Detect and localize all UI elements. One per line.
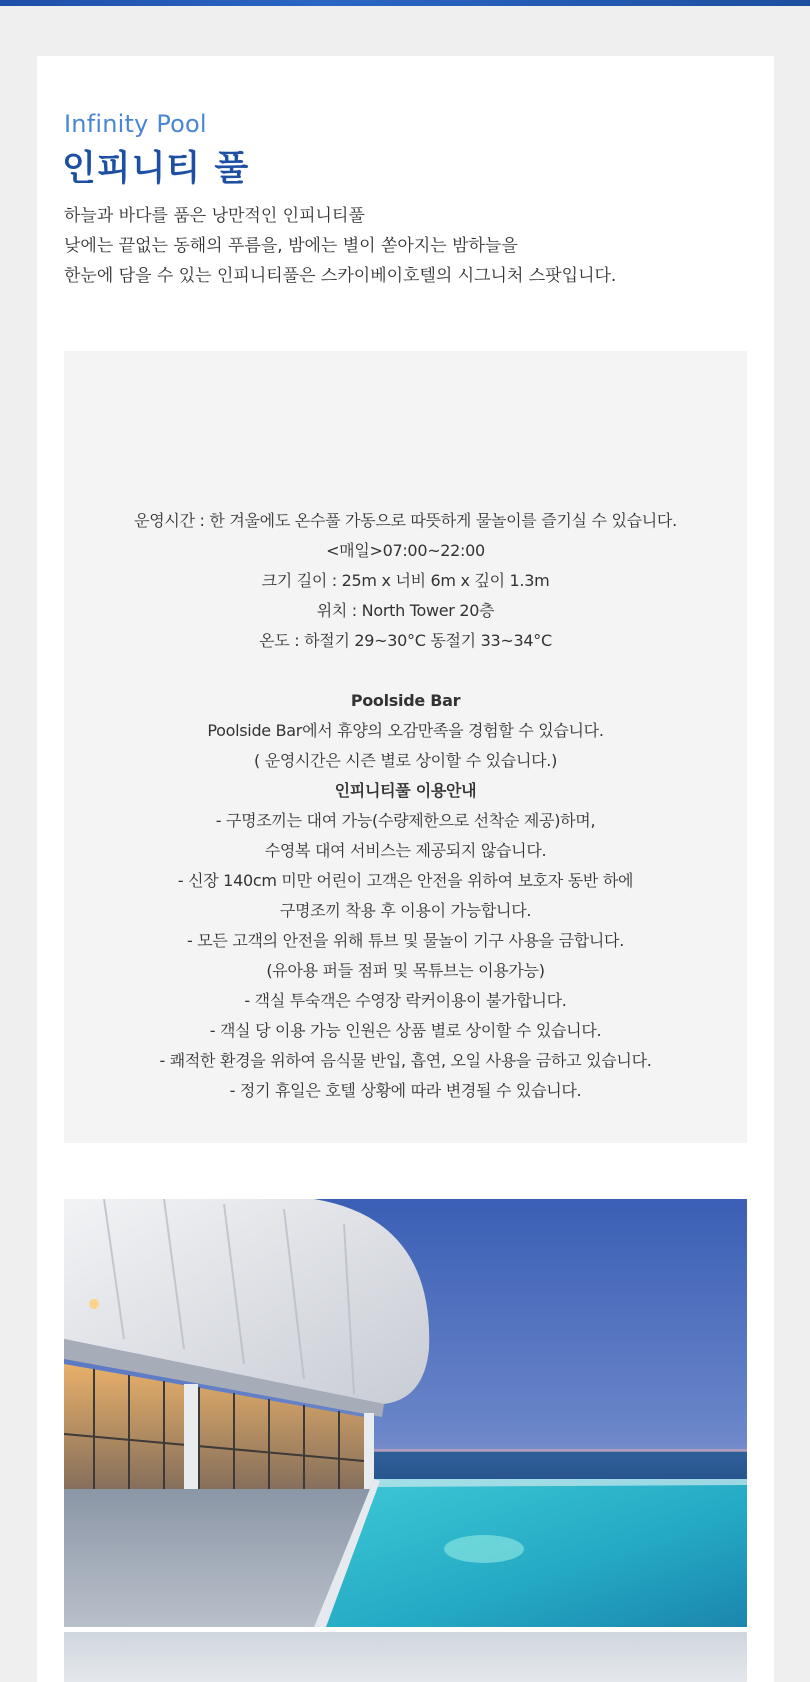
bar-description: Poolside Bar에서 휴양의 오감만족을 경험할 수 있습니다. (207, 721, 604, 740)
intro-line: 낮에는 끝없는 동해의 푸름을, 밤에는 별이 쏟아지는 밤하늘을 (64, 236, 518, 256)
top-banner-strip (0, 0, 810, 6)
guide-line: - 신장 140cm 미만 어린이 고객은 안전을 위하여 보호자 동반 하에 (177, 871, 634, 890)
info-content (64, 506, 747, 1106)
info-daily-hours: <매일>07:00~22:00 (326, 541, 485, 560)
page-title-english: Infinity Pool (64, 110, 207, 138)
guide-line: - 객실 당 이용 가능 인원은 상품 별로 상이할 수 있습니다. (209, 1021, 602, 1040)
info-hours: 운영시간 : 한 겨울에도 온수풀 가동으로 따뜻하게 물놀이를 즐기실 수 있습니다. (134, 511, 677, 530)
guide-line: - 객실 투숙객은 수영장 락커이용이 불가합니다. (244, 991, 567, 1010)
info-box (64, 351, 747, 1143)
info-location: 위치 : North Tower 20층 (316, 601, 495, 620)
guide-line: - 정기 휴일은 호텔 상황에 따라 변경될 수 있습니다. (229, 1081, 582, 1100)
page-title-korean: 인피니티 풀 (62, 149, 250, 189)
guide-line: 수영복 대여 서비스는 제공되지 않습니다. (264, 841, 547, 860)
pool-photo (64, 1199, 747, 1627)
pool-photo-illustration (64, 1199, 747, 1627)
info-temperature: 온도 : 하절기 29~30°C 동절기 33~34°C (259, 631, 552, 650)
bar-title: Poolside Bar (350, 691, 461, 710)
bar-note: ( 운영시간은 시즌 별로 상이할 수 있습니다.) (253, 751, 558, 770)
pool-photo-second (64, 1632, 747, 1682)
guide-line: - 모든 고객의 안전을 위해 튜브 및 물놀이 기구 사용을 금합니다. (186, 931, 625, 950)
guide-line: 구명조끼 착용 후 이용이 가능합니다. (279, 901, 532, 920)
guide-line: - 쾌적한 환경을 위하여 음식물 반입, 흡연, 오일 사용을 금하고 있습니다. (159, 1051, 652, 1070)
guide-title: 인피니티풀 이용안내 (334, 781, 477, 800)
guide-line: (유아용 퍼들 점퍼 및 목튜브는 이용가능) (266, 961, 545, 980)
guide-line: - 구명조끼는 대여 가능(수량제한으로 선착순 제공)하며, (215, 811, 596, 830)
intro-line: 하늘과 바다를 품은 낭만적인 인피니티풀 (64, 206, 365, 226)
info-size: 크기 길이 : 25m x 너비 6m x 깊이 1.3m (261, 571, 550, 590)
intro-line: 한눈에 담을 수 있는 인피니티풀은 스카이베이호텔의 시그니처 스팟입니다. (64, 266, 617, 286)
spacer (64, 656, 747, 686)
intro-text (64, 201, 754, 291)
content-card (37, 56, 774, 1682)
